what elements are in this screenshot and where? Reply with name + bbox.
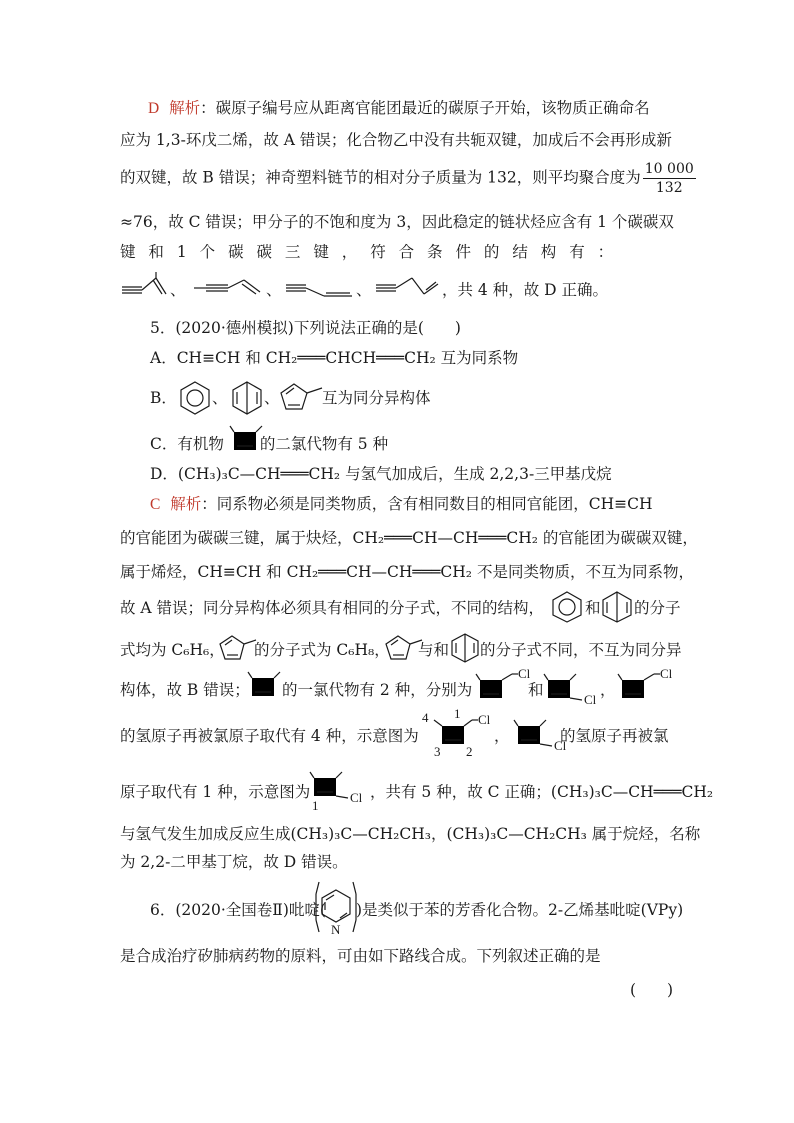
q5-solution-line-2: 的官能团为碳碳三键，属于炔烃，CH₂═══CH—CH═══CH₂ 的官能团为碳碳双键， xyxy=(120,529,698,547)
q5-solution-line-5d: 的分子式不同，不互为同分异 xyxy=(480,641,682,659)
separator: 、 xyxy=(264,389,280,407)
cl-label: Cl xyxy=(350,790,363,805)
q5-solution-line-6d: ， xyxy=(600,681,616,699)
chloromethyl-cyclobutene-structure xyxy=(616,666,678,700)
enyne-structure-1 xyxy=(120,272,168,298)
numbered-chloro-cyclobutene-diagram xyxy=(308,768,374,812)
q4-solution-line-2: 应为 1,3-环戊二烯，故 A 错误；化合物乙中没有共轭双键，加成后不会再形成新 xyxy=(120,131,672,149)
q5-solution-line-5a: 式均为 C₆H₆， xyxy=(120,641,225,659)
q5-stem: 5．(2020·德州模拟)下列说法正确的是( ) xyxy=(150,319,461,337)
q6-line-2: 是合成治疗矽肺病药物的原料，可由如下路线合成。下列叙述正确的是 xyxy=(120,947,601,965)
q4-solution-tail: ，共 4 种，故 D 正确。 xyxy=(442,281,608,299)
q5-solution-line-6c: 和 xyxy=(528,681,544,699)
dewar-benzene-structure xyxy=(230,380,264,416)
q4-solution-line-4: ≈76，故 C 错误；甲分子的不饱和度为 3，因此稳定的链状烃应含有 1 个碳碳双 xyxy=(120,213,674,231)
separator: 、 xyxy=(170,281,186,299)
q5-option-a: A．CH≡CH 和 CH₂═══CHCH═══CH₂ 互为同系物 xyxy=(150,349,519,367)
benzene-structure xyxy=(550,590,584,624)
dewar-benzene-structure xyxy=(600,590,634,624)
q6-line-1a: 6．(2020·全国卷Ⅱ)吡啶( xyxy=(150,901,326,919)
q5-option-b-tail: 互为同分异构体 xyxy=(322,389,431,407)
position-1: 1 xyxy=(454,706,461,721)
numbered-cyclobutene-diagram xyxy=(420,708,500,758)
enyne-structure-4 xyxy=(374,272,440,298)
q5-option-b-prefix: B． xyxy=(150,389,177,407)
benzene-structure xyxy=(178,380,212,416)
q5-solution-line-5b: 的分子式为 C₆H₈， xyxy=(254,641,390,659)
cl-label: Cl xyxy=(554,738,567,753)
enyne-structure-3 xyxy=(284,272,354,298)
fraction: $\frac{10 000}{132}$ xyxy=(644,161,694,196)
analysis-label: 解析 xyxy=(170,495,202,513)
q5-solution-line-5c: 与和 xyxy=(418,641,450,659)
q5-solution-line-3: 属于烯烃，CH≡CH 和 CH₂═══CH—CH═══CH₂ 不是同类物质，不互为同系物， xyxy=(120,563,694,581)
analysis-label: 解析 xyxy=(169,99,201,117)
q5-solution-line-4c: 的分子 xyxy=(634,599,681,617)
pyridine-structure xyxy=(316,880,356,938)
q5-solution-line-6a: 构体，故 B 错误； xyxy=(120,681,250,699)
q4-solution-line-3: 的双键，故 B 错误；神奇塑料链节的相对分子质量为 132，则平均聚合度为 $\frac{10 000}{132}$ xyxy=(120,161,694,196)
cl-label: Cl xyxy=(584,692,597,707)
q5-solution-line-4b: 和 xyxy=(585,599,601,617)
vinyl-cyclopentadiene-structure xyxy=(278,378,324,414)
q6-answer-paren: ( ) xyxy=(630,981,674,999)
position-2: 2 xyxy=(466,744,473,759)
position-3: 3 xyxy=(434,744,441,759)
methylcyclobutene-structure xyxy=(246,670,282,698)
q5-solution-line-7c: 的氢原子再被氯 xyxy=(560,727,669,745)
answer-letter: C xyxy=(150,496,161,513)
q5-solution-line-8a: 原子取代有 1 种，示意图为 xyxy=(120,783,311,801)
separator: 、 xyxy=(212,389,228,407)
q5-solution-line-7a: 的氢原子再被氯原子取代有 4 种，示意图为 xyxy=(120,727,419,745)
q6-line-1b: )是类似于苯的芳香化合物。2-乙烯基吡啶(VPy) xyxy=(356,901,684,919)
answer-letter: D xyxy=(148,100,160,117)
q4-solution-line-1: D 解析：碳原子编号应从距离官能团最近的碳原子开始，该物质正确命名 xyxy=(148,99,650,117)
cl-label: Cl xyxy=(518,666,531,681)
q5-solution-line-6b: 的一氯代物有 2 种，分别为 xyxy=(282,681,473,699)
chloromethyl-cyclobutene-structure xyxy=(474,666,536,700)
q5-solution-line-9: 与氢气发生加成反应生成(CH₃)₃C—CH₂CH₃，(CH₃)₃C—CH₂CH₃ 属于烷烃，名称 xyxy=(120,825,701,843)
q5-solution-line-7b: ， xyxy=(494,727,510,745)
q5-solution-line-8b: ，共有 5 种，故 C 正确；(CH₃)₃C—CH═══CH₂ xyxy=(370,783,714,801)
vinyl-cyclopentadiene-structure xyxy=(218,630,258,664)
q5-option-c: C．有机物 的二氯代物有 5 种 xyxy=(150,435,389,453)
q5-solution-line-4a: 故 A 错误；同分异构体必须具有相同的分子式，不同的结构， xyxy=(120,599,545,617)
q5-option-d: D．(CH₃)₃C—CH═══CH₂ 与氢气加成后，生成 2,2,3-三甲基戊烷 xyxy=(150,465,612,483)
dewar-benzene-structure xyxy=(450,632,480,664)
q5-solution-line-1: C 解析：同系物必须是同类物质，含有相同数目的相同官能团，CH≡CH xyxy=(150,495,653,513)
enyne-structure-2 xyxy=(192,272,264,298)
chloro-cyclobutene-structure xyxy=(542,670,604,707)
separator: 、 xyxy=(356,281,372,299)
cl-label: Cl xyxy=(478,712,491,727)
methylcyclobutene-structure xyxy=(228,424,264,452)
q5-solution-line-10: 为 2,2-二甲基丁烷，故 D 错误。 xyxy=(120,853,348,871)
cl-label: Cl xyxy=(660,666,673,681)
q4-solution-line-5: 键 和 1 个 碳 碳 三 键 ， 符 合 条 件 的 结 构 有 ： xyxy=(120,243,614,261)
separator: 、 xyxy=(266,281,282,299)
nitrogen-label: N xyxy=(331,922,341,937)
position-1: 1 xyxy=(312,798,319,813)
position-4: 4 xyxy=(422,710,429,725)
